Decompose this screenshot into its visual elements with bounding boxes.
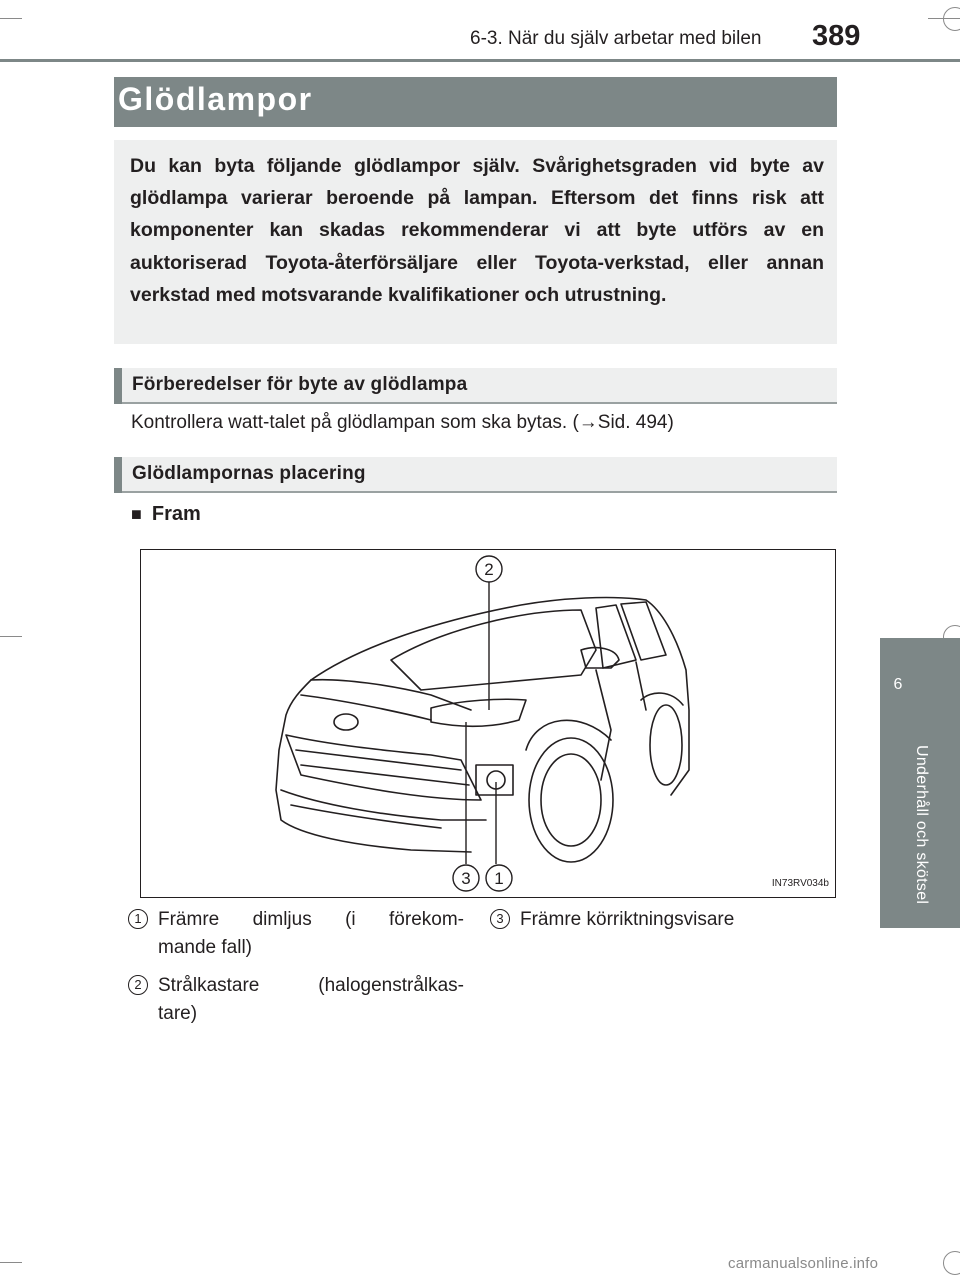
item-line: mande fall) [158,937,252,958]
car-illustration [141,550,835,897]
item-line: tare) [158,1003,198,1024]
headlamp [431,699,526,726]
callout-label: 2 [484,560,494,579]
hood-line [311,680,471,710]
bullet-square-icon: ■ [131,504,142,524]
item-text [158,972,464,1028]
windshield [391,610,596,690]
subheading-marker [114,368,122,404]
subheading-preparation [114,368,837,404]
crop-mark [0,636,22,637]
page-title: Glödlampor [118,81,313,117]
fog-lamp-housing [476,765,513,795]
wheel-arch [526,720,611,750]
page-number: 389 [812,20,861,52]
item-number-badge: 2 [128,975,148,995]
header-rule [0,59,960,62]
crop-mark-circle [943,7,960,31]
item-line: Främre körriktningsvisare [520,909,735,930]
side-window [596,605,636,668]
item-number-badge: 1 [128,909,148,929]
logo-emblem [334,714,358,730]
item-text [158,906,464,962]
chapter-tab-label: Underhåll och skötsel [913,745,930,905]
crop-mark-circle [943,1251,960,1275]
crop-mark [0,18,22,19]
subheading-placement [114,457,837,493]
front-heading-text: Fram [151,503,201,525]
car-figure [140,549,836,898]
watermark: carmanualsonline.info [728,1255,879,1272]
item-line: Främre dimljus (i förekom- [158,909,464,930]
subheading-marker [114,457,122,493]
subheading-text: Glödlampornas placering [132,463,366,484]
chapter-tab-number: 6 [893,676,903,693]
item-text [520,906,734,934]
front-wheel-rim [541,754,601,846]
running-header: 6-3. När du själv arbetar med bilen [470,28,762,49]
bumper-lower [291,805,441,828]
item-number-badge: 3 [490,909,510,929]
bumper [281,790,486,820]
hood-crease [301,695,431,720]
rear-wheel [650,705,682,785]
figure-code: IN73RV034b [771,878,829,889]
callout-label: 1 [494,869,504,888]
item-line: Strålkastare (halogenstrålkas- [158,975,464,996]
front-heading [131,503,201,526]
door-line [596,670,611,780]
subheading-text: Förberedelser för byte av glödlampa [132,374,468,395]
side-window [621,602,666,660]
crop-mark [0,1262,22,1263]
door-line [636,662,646,710]
intro-text: Du kan byta följande glödlampor själv. Svårighetsgraden vid byte av glödlampa varierar beroende på lampan. Eftersom det finns risk att komponenter kan skadas rekommenderar vi att byte utförs av en auktoriserad Toyota-återförsäljare eller Toyota-verkstad, eller annan verkstad med motsvarande kvalifikationer och utrustning. [130,155,824,306]
callout-label: 3 [461,869,471,888]
preparation-text: Kontrollera watt-talet på glödlampan som ska bytas. (→Sid. 494) [131,412,674,433]
rear-arch [641,693,683,705]
